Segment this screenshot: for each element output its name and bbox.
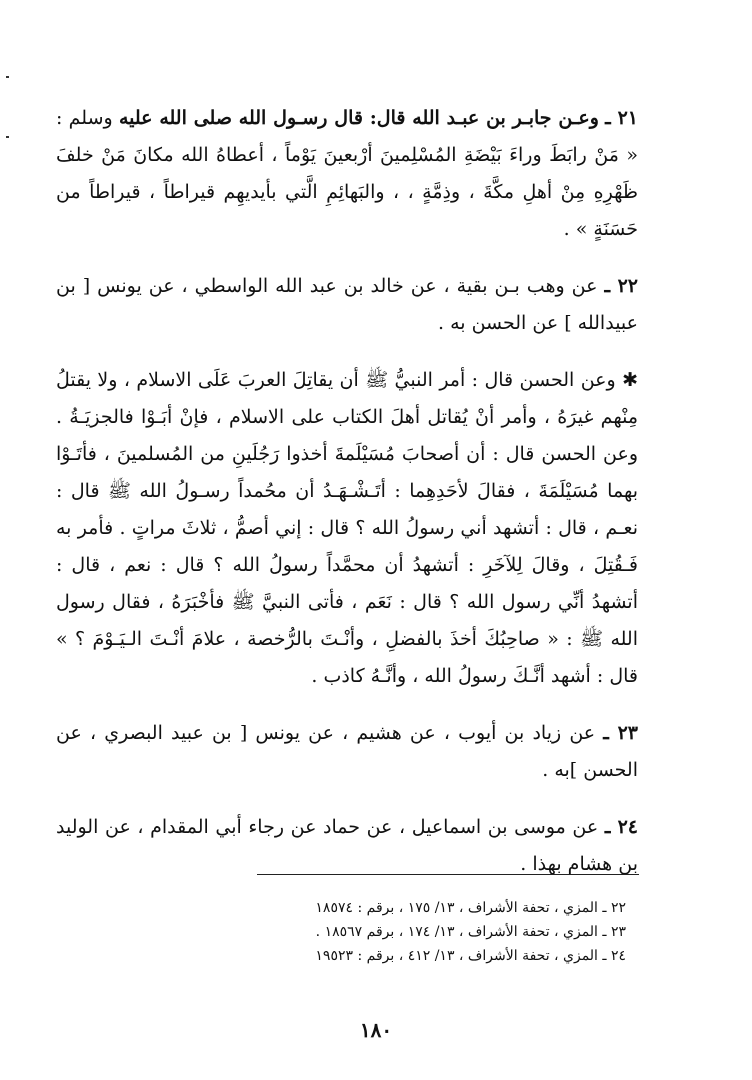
footnote-divider [257, 874, 639, 875]
footnote-23: ٢٣ ـ المزي ، تحفة الأشراف ، ١٣/ ١٧٤ ، برقم ١٨٥٦٧ . [315, 924, 626, 940]
hadith-number: ٢٤ ـ [604, 816, 639, 838]
page-body [56, 100, 638, 903]
hadith-text: ✱ وعن الحسن قال : أمر النبيُّ ﷺ أن يقاتِلَ العربَ عَلَى الاسلام ، ولا يقتلُ مِنْهم غيرَهُ ، وأمر أنْ يُقاتل أهلَ الكتاب على الاسلام ، فإنْ أبَـوْا فالجزيَـةُ . وعن الحسن قال : أن أصحابَ مُسَيْلَمةَ أخذوا رَجُلَينِ من المُسلمينَ ، فأتَـوْا بهما مُسَيْلَمَةَ ، فقالَ لأحَدِهِما : أتَـشْـهَـدُ أن محُمداً رسـولُ الله ﷺ قال : نعـم ، قال : أتشهد أني رسولُ الله ؟ قال : إني أصمُّ ، ثلاثَ مراتٍ . فأمر به فَـقُتِلَ ، وقالَ لِلآخَرِ : أتشهدُ أن محمَّداً رسولُ الله ؟ قال : نعم ، قال : أتشهدُ أنِّي رسول الله ؟ قال : نَعَم ، فأتى النبيَّ ﷺ فأخْبَرَهُ ، فقال رسول الله ﷺ : « صاحِبُكَ أخذَ بالفضلِ ، وأنْـتَ بالرُّخصة ، علامَ أنْـتَ الـيَـوْمَ ؟ » قال : أشهد أنَّـكَ رسولُ الله ، وأنَّـهُ كاذب . [56, 369, 638, 687]
paragraph-24 [56, 809, 638, 883]
hadith-number: ٢٢ ـ [604, 275, 638, 297]
hadith-number: ٢٣ ـ [603, 722, 638, 744]
scan-mark-top [6, 76, 9, 78]
footnotes [290, 896, 626, 968]
hadith-number: ٢١ ـ [605, 107, 638, 129]
hadith-text: عن وهب بـن بقية ، عن خالد بن عبد الله الواسطي ، عن يونس [ بن عبيدالله ] عن الحسن به . [56, 275, 638, 334]
footnote-22: ٢٢ ـ المزي ، تحفة الأشراف ، ١٣/ ١٧٥ ، برقم : ١٨٥٧٤ [315, 900, 626, 916]
hadith-text: وسلم : « مَنْ رابَطَ وراءَ بَيْضَةِ المُسْلِمينَ أرْبعينَ يَوْماً ، أعطاهُ الله مكانَ مَنْ خلفَ ظَهْرِهِ مِنْ أهلِ مكَّةَ ، وذِمَّةٍ ، ، والبَهائِمِ الَّتي بأيديهِم قيراطاً ، قيراطاً من حَسَنَةٍ » . [56, 107, 638, 240]
paragraph-23 [56, 715, 638, 789]
paragraph-22 [56, 268, 638, 342]
paragraph-hasan [56, 362, 638, 695]
hadith-text: عن موسى بن اسماعيل ، عن حماد عن رجاء أبي المقدام ، عن الوليد بن هشام بهذا . [56, 816, 638, 875]
paragraph-21 [56, 100, 638, 248]
footnote-24: ٢٤ ـ المزي ، تحفة الأشراف ، ١٣/ ٤١٢ ، برقم : ١٩٥٢٣ [315, 948, 626, 964]
scan-mark-mid [6, 136, 9, 138]
hadith-lead: وعـن جابـر بن عبـد الله قال: قال رسـول الله صلى الله عليه [118, 107, 599, 129]
page-number: ١٨٠ [359, 1018, 393, 1042]
hadith-text: عن زياد بن أيوب ، عن هشيم ، عن يونس [ بن عبيد البصري ، عن الحسن ]به . [56, 722, 638, 781]
